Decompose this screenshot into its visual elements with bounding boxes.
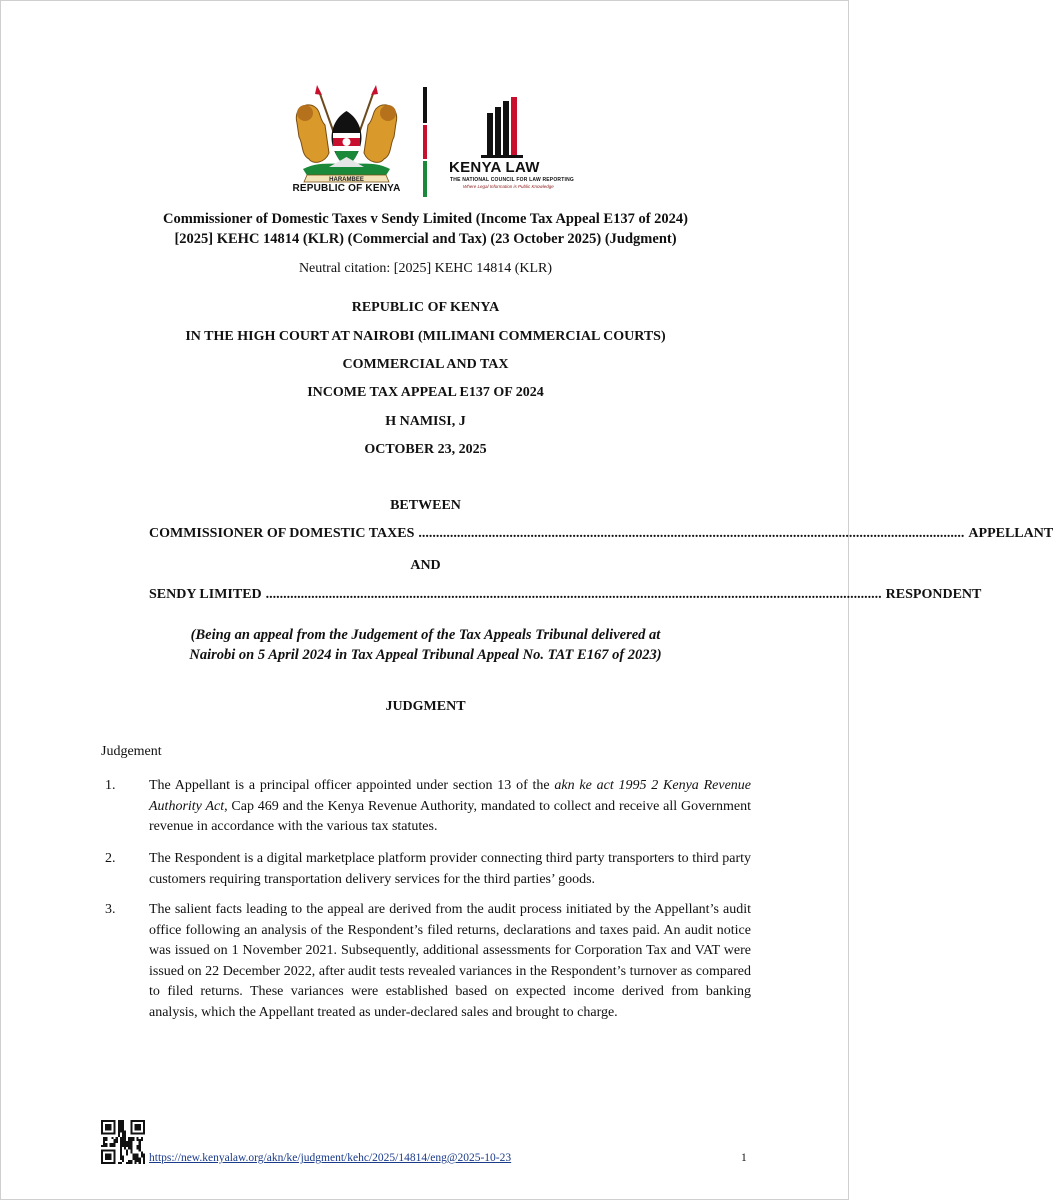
appeal-note-line-1: (Being an appeal from the Judgement of the Tax Appeals Tribunal delivered at	[190, 627, 661, 643]
case-title-line-2: [2025] KEHC 14814 (KLR) (Commercial and Tax) (23 October 2025) (Judgment)	[174, 231, 677, 247]
page-footer	[1, 1148, 850, 1178]
paragraph-number: 1.	[105, 778, 116, 793]
judgement-label: Judgement	[101, 744, 162, 759]
paragraph-text: The salient facts leading to the appeal are derived from the audit process initiated by the Appellant’s audit office following an analysis of the Respondent’s filed returns, declarations and taxes paid. An audit notice was issued on 1 November 2021. Subsequently, additional assessments for Corporation Tax and VAT were issued on 22 December 2022, after audit tests revealed variances in the Respondent’s turnover as compared to filed returns. These variances were established based on expected income derived from banking analysis, which the Appellant treated as under-declared sales and brought to charge.	[149, 902, 751, 1020]
paragraph-number: 2.	[105, 851, 116, 866]
appellant-line	[149, 526, 1053, 542]
neutral-citation: Neutral citation: [2025] KEHC 14814 (KLR)	[298, 261, 553, 276]
coat-ribbon-text: HARAMBEE	[329, 177, 364, 183]
kenya-law-title: KENYA LAW	[449, 159, 540, 176]
case-title-line-1: Commissioner of Domestic Taxes v Sendy Limited (Income Tax Appeal E137 of 2024)	[163, 211, 688, 227]
act-link-text: akn ke act 1995 2 Kenya Revenue Authority Act	[149, 778, 751, 814]
judgment-date: OCTOBER 23, 2025	[364, 442, 487, 457]
coat-caption: REPUBLIC OF KENYA	[292, 183, 401, 194]
appellant-name: COMMISSIONER OF DOMESTIC TAXES	[149, 526, 415, 541]
paragraph-text: The Respondent is a digital marketplace platform provider connecting third party transporters to third party customers requiring transportation delivery services for the third parties’ goods.	[149, 851, 751, 887]
paragraph-text-part: The Appellant is a principal officer appointed under section 13 of the	[149, 778, 555, 793]
respondent-line	[149, 587, 982, 603]
and-heading: AND	[410, 558, 441, 573]
division-heading: COMMERCIAL AND TAX	[342, 357, 509, 372]
page-number: 1	[741, 1152, 747, 1164]
case-number: INCOME TAX APPEAL E137 OF 2024	[307, 385, 544, 400]
kenya-law-tagline: Where Legal Information is Public Knowledge	[463, 184, 554, 189]
paragraph-number: 3.	[105, 902, 116, 917]
kenya-law-subtitle: THE NATIONAL COUNCIL FOR LAW REPORTING	[450, 177, 574, 183]
qr-code-icon	[101, 1120, 145, 1164]
respondent-role: RESPONDENT	[885, 587, 982, 602]
flag-color-divider	[423, 87, 427, 197]
dot-leader: ................................................................................................................................................................................	[265, 587, 882, 602]
footer-url-link[interactable]: https://new.kenyalaw.org/akn/ke/judgment/kehc/2025/14814/eng@2025-10-23	[149, 1152, 512, 1164]
between-heading: BETWEEN	[390, 498, 461, 513]
header-logos	[1, 83, 850, 201]
dot-leader: ............................................................................................................................................................	[418, 526, 965, 541]
judgment-heading: JUDGMENT	[385, 699, 466, 714]
paragraph-item	[101, 776, 751, 838]
appeal-note-line-2: Nairobi on 5 April 2024 in Tax Appeal Tribunal Appeal No. TAT E167 of 2023)	[189, 647, 662, 663]
appellant-role: APPELLANT	[968, 526, 1053, 541]
paragraph-item	[101, 849, 751, 890]
paragraph-item	[101, 900, 751, 1023]
paragraph-text-part: , Cap 469 and the Kenya Revenue Authority, mandated to collect and receive all Government revenue in accordance with the various tax statutes.	[149, 798, 751, 834]
paragraph-text	[149, 776, 751, 838]
respondent-name: SENDY LIMITED	[149, 587, 262, 602]
judge-name: H NAMISI, J	[385, 414, 466, 429]
court-name: IN THE HIGH COURT AT NAIROBI (MILIMANI COMMERCIAL COURTS)	[185, 329, 666, 344]
republic-heading: REPUBLIC OF KENYA	[351, 300, 500, 315]
